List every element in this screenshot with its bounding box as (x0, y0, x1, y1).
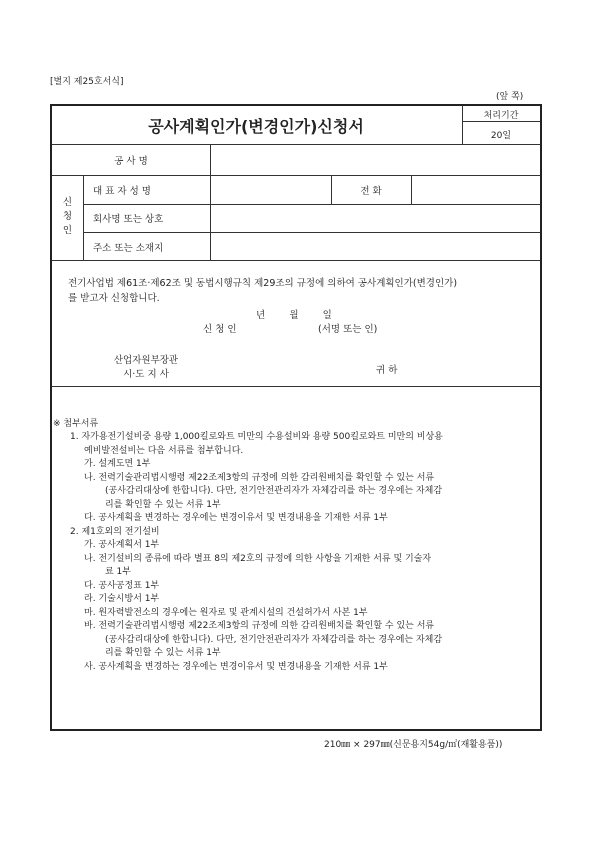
attachment-item: 다. 공사계획을 변경하는 경우에는 변경이유서 및 변경내용을 기재한 서류 1부 (84, 513, 388, 523)
applicant-sign-field[interactable] (250, 318, 314, 334)
attachment-item: 나. 전기설비의 종류에 따라 별표 8의 제2호의 규정에 의한 사항을 기재한 서류 및 기술자 (84, 553, 432, 564)
attachments-list (70, 431, 540, 674)
attachment-item: 가. 설계도면 1부 (84, 459, 151, 469)
paper-spec: 210㎜ × 297㎜(신문용지54g/㎡(재활용품)) (324, 740, 503, 750)
applicant-group-label: 신 청 인 (62, 197, 73, 236)
phone-field[interactable] (413, 177, 538, 203)
construction-name-label: 공 사 명 (114, 156, 148, 167)
recipient: 산업자원부장관 시·도 지 사 (113, 355, 179, 380)
address-field[interactable] (212, 233, 538, 259)
attachment-item: 료 1부 (105, 567, 131, 577)
form-title: 공사계획인가(변경인가)신청서 (148, 117, 364, 136)
attachment-item: 다. 공사공정표 1부 (84, 580, 160, 591)
attachment-item: 예비발전설비는 다음 서류를 첨부합니다. (84, 445, 244, 456)
signature-note: (서명 또는 인) (318, 324, 378, 335)
statement-bottom (52, 386, 540, 387)
attachment-item: 리를 확인할 수 있는 서류 1부 (105, 648, 221, 658)
attachment-item: 리를 확인할 수 있는 서류 1부 (105, 499, 221, 510)
attachment-item: 나. 전력기술관리법시행령 제22조제3항의 규정에 의한 감리원배치를 확인할 수 있는 서류 (84, 472, 435, 483)
attachment-item: 가. 공사계획서 1부 (84, 540, 160, 550)
representative-label: 대 표 자 성 명 (93, 186, 151, 197)
applicant-group-divider (83, 176, 84, 260)
attachment-item: (공사감리대상에 한합니다). 다만, 전기안전관리자가 자체감리를 하는 경우에는 자체감 (105, 486, 443, 496)
phone-label: 전 화 (360, 186, 382, 197)
form-number: [별지 제25호서식] (50, 77, 124, 87)
date-line: 년 월 일 (256, 310, 332, 321)
processing-divider (462, 121, 540, 122)
attachment-item: 바. 전력기술관리법시행령 제22조제3항의 규정에 의한 감리원배치를 확인할 수 있는 서류 (84, 621, 435, 631)
applicant-sign-label: 신 청 인 (203, 324, 237, 335)
honorific: 귀 하 (376, 365, 398, 376)
processing-label: 처리기간 (483, 111, 519, 121)
company-label: 회사명 또는 상호 (93, 214, 164, 225)
attachments-heading: ※ 첨부서류 (53, 419, 99, 429)
company-field[interactable] (212, 205, 538, 231)
attachment-item: 라. 기술시방서 1부 (84, 594, 160, 604)
attachment-item: 2. 제1호외의 전기설비 (70, 526, 160, 537)
title-row-bottom (52, 144, 540, 145)
processing-days: 20일 (490, 131, 512, 141)
address-label: 주소 또는 소재지 (93, 243, 164, 254)
attachment-item: 1. 자가용전기설비중 용량 1,000킬로와트 미만의 수용설비와 용량 500킬로와트 미만의 비상용 (70, 432, 443, 442)
page-side-label: (앞 쪽) (496, 92, 524, 102)
attachment-item: 마. 원자력발전소의 경우에는 원자로 및 관계시설의 건설허가서 사본 1부 (84, 607, 368, 618)
field-value-divider (210, 145, 211, 260)
statement-text: 전기사업법 제61조·제62조 및 동법시행규칙 제29조의 규정에 의하여 공사계획인가(변경인가) 를 받고자 신청합니다. (68, 278, 458, 304)
construction-name-field[interactable] (212, 146, 538, 174)
attachment-item: (공사감리대상에 한합니다). 다만, 전기안전관리자가 자체감리를 하는 경우에는 자체감 (105, 634, 443, 645)
representative-field[interactable] (212, 177, 330, 203)
attachment-item: 사. 공사계획을 변경하는 경우에는 변경이유서 및 변경내용을 기재한 서류 1부 (84, 661, 388, 672)
